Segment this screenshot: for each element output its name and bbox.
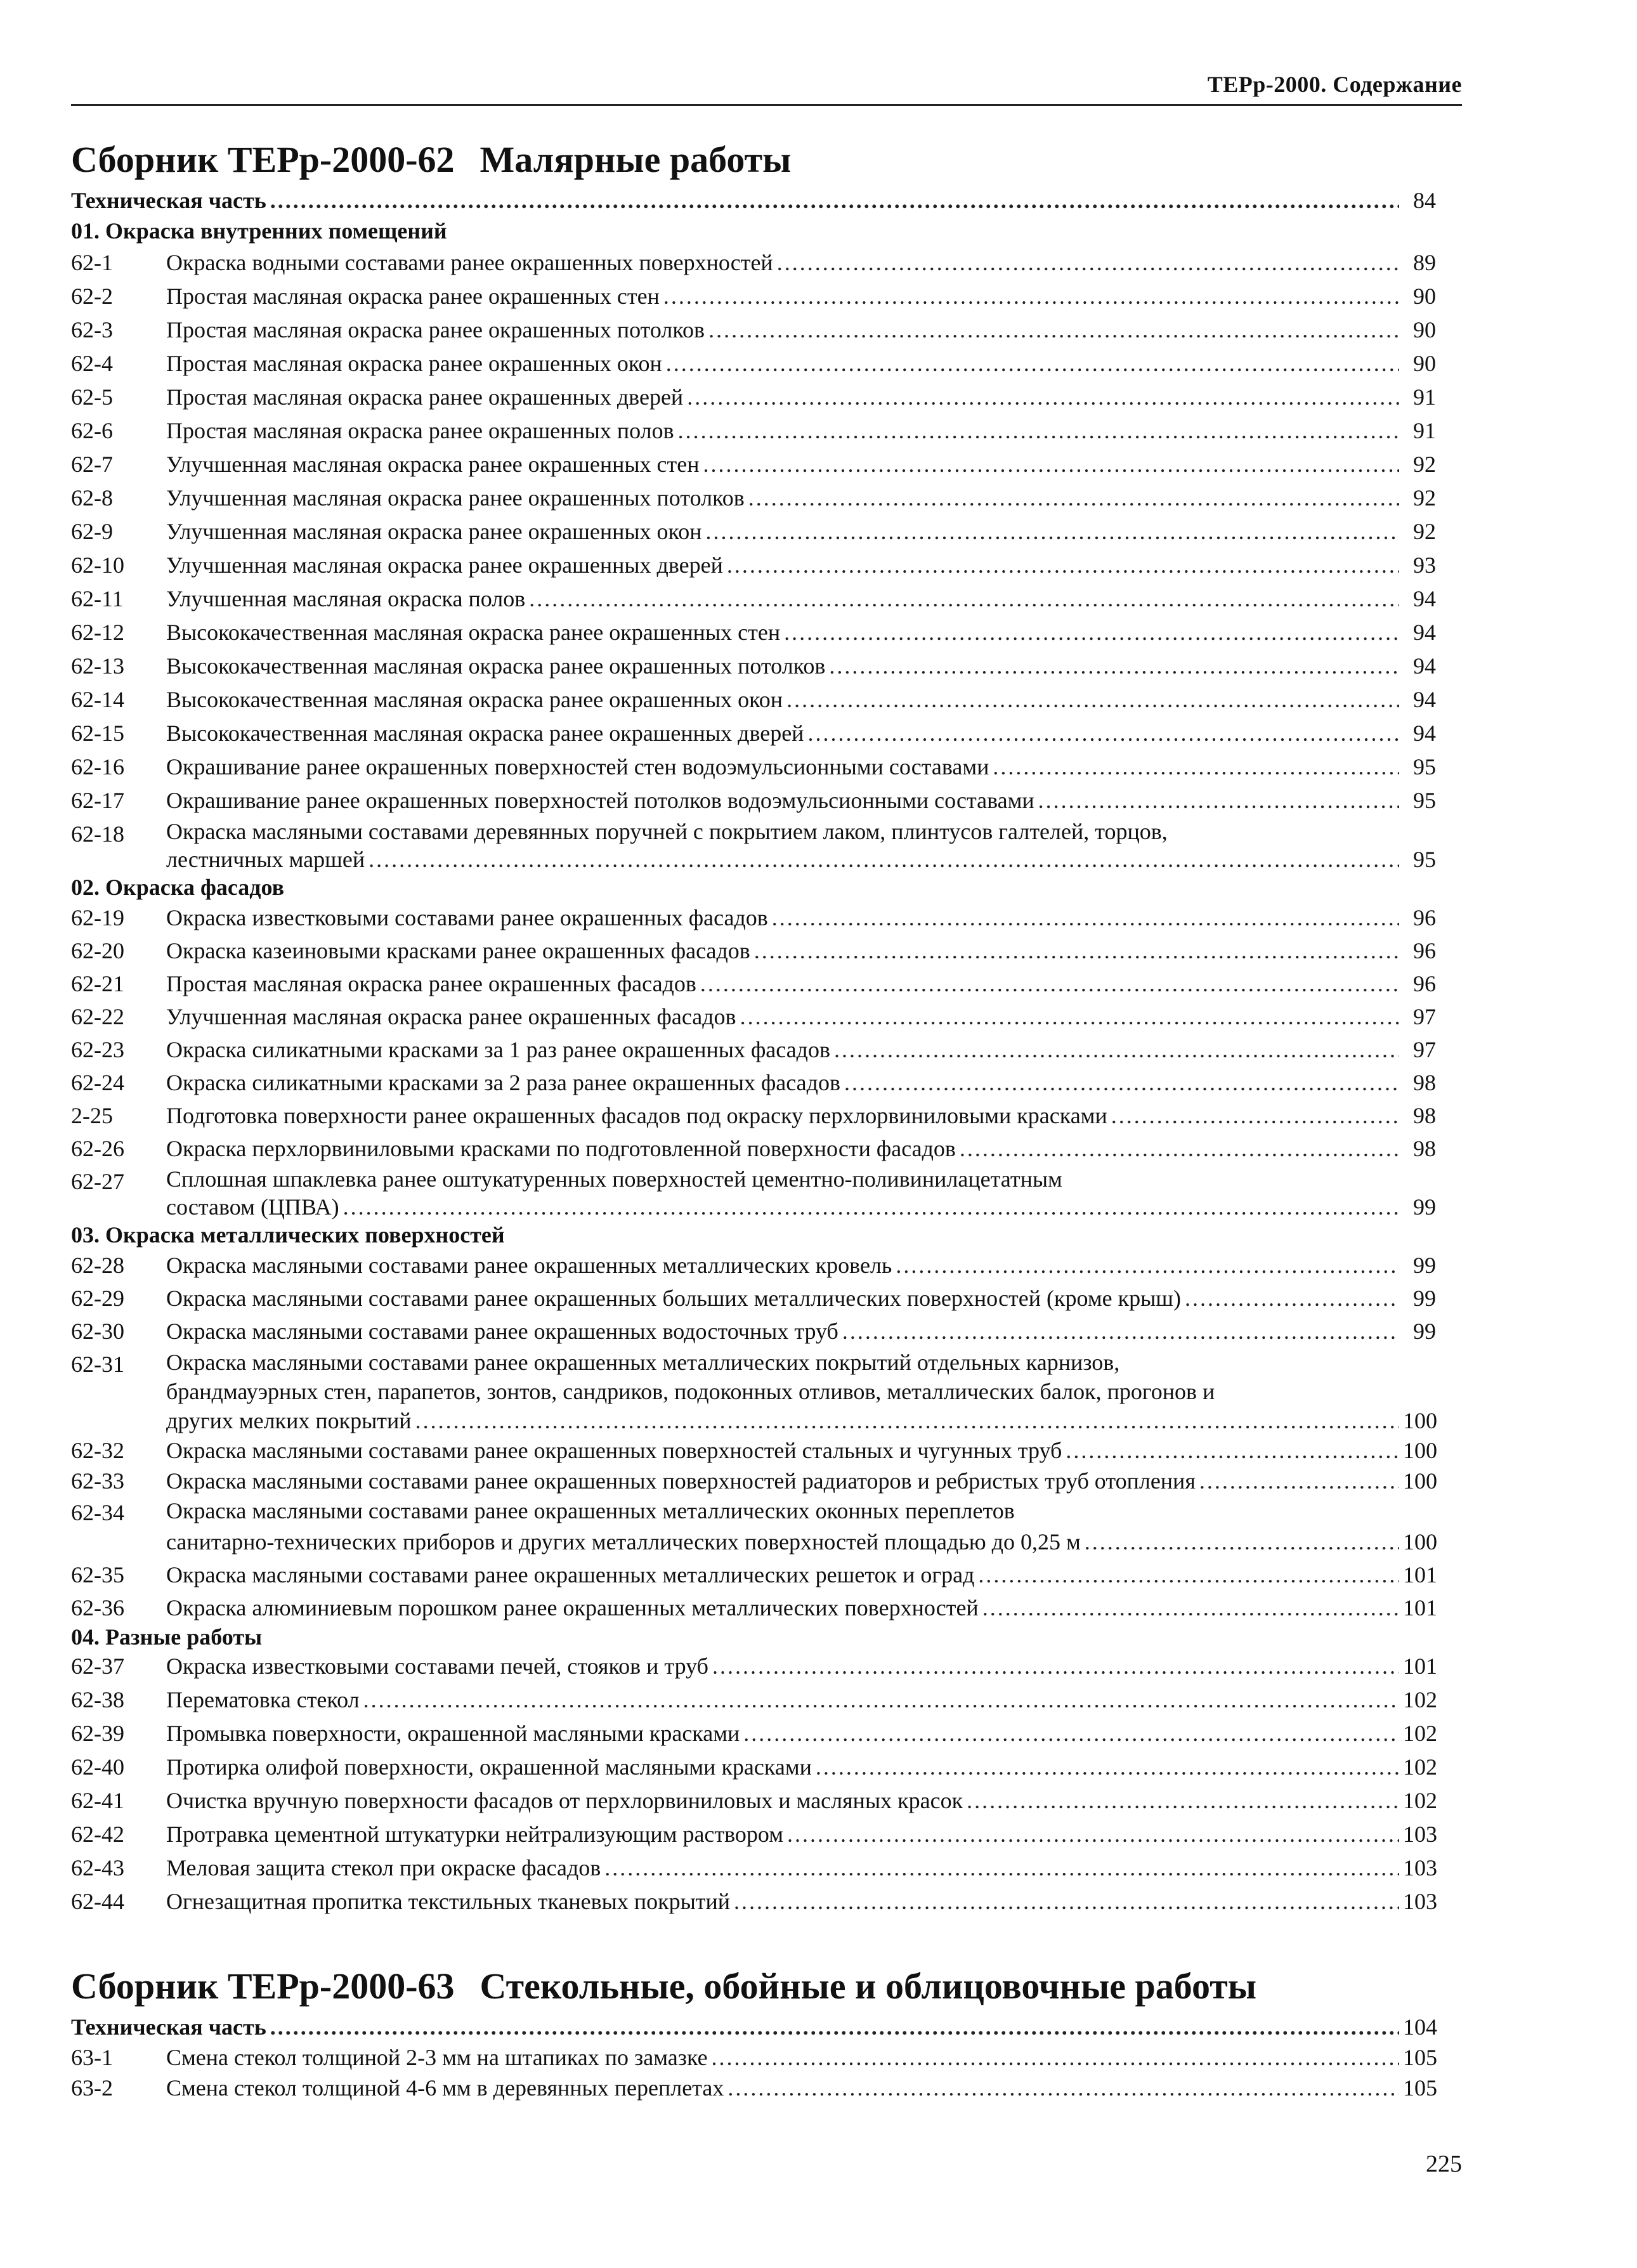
item-title: Окраска алюминиевым порошком ранее окрашенных металлических поверхностей (166, 1595, 979, 1620)
leader-dots (663, 280, 1399, 313)
leader-dots (754, 934, 1399, 967)
toc-row[interactable] (71, 1885, 1436, 1919)
item-title: Улучшенная масляная окраска ранее окрашенных потолков (166, 485, 745, 511)
item-title: Окраска известковыми составами ранее окрашенных фасадов (166, 905, 768, 930)
item-code: 62-23 (71, 1037, 124, 1062)
page-number: 101 (1403, 1653, 1437, 1679)
tech-label: Техническая часть (71, 2014, 266, 2040)
item-title: Высококачественная масляная окраска ранее окрашенных потолков (166, 653, 826, 679)
leader-dots (270, 185, 1399, 216)
item-title: Окраска силикатными красками за 2 раза ранее окрашенных фасадов (166, 1070, 840, 1095)
item-code: 62-30 (71, 1319, 124, 1344)
item-code: 63-2 (71, 2075, 113, 2101)
leader-dots (529, 582, 1399, 616)
item-title: Высококачественная масляная окраска ранее окрашенных стен (166, 620, 781, 645)
item-title-line: Окраска масляными составами деревянных поручней с покрытием лаком, плинтусов галтелей, торцов, (166, 819, 1168, 844)
item-code: 62-41 (71, 1788, 124, 1813)
leader-dots (712, 2042, 1399, 2073)
toc-row[interactable] (71, 414, 1436, 448)
page-number: 91 (1413, 384, 1436, 410)
item-code: 62-8 (71, 485, 113, 511)
item-title: Промывка поверхности, окрашенной масляными красками (166, 1721, 740, 1746)
page-number: 84 (1413, 188, 1436, 213)
item-title-line: брандмауэрных стен, парапетов, зонтов, сандриков, подоконных отливов, металлических балок, прогонов и (166, 1379, 1215, 1404)
leader-dots (748, 481, 1399, 515)
collection-title (71, 134, 1436, 185)
leader-dots (842, 1315, 1399, 1348)
leader-dots (1199, 1466, 1399, 1496)
toc-row[interactable] (71, 967, 1436, 1000)
item-title: Окрашивание ранее окрашенных поверхностей потолков водоэмульсионными составами (166, 788, 1034, 813)
page-number: 97 (1413, 1037, 1436, 1062)
toc-row[interactable] (71, 1315, 1436, 1348)
item-title: Улучшенная масляная окраска ранее окрашенных дверей (166, 552, 723, 578)
leader-dots (784, 616, 1399, 649)
item-code: 62-27 (71, 1169, 124, 1194)
toc-row[interactable] (71, 1099, 1436, 1132)
item-code: 62-18 (71, 821, 124, 847)
page-number: 102 (1403, 1687, 1437, 1712)
item-code: 62-6 (71, 418, 113, 443)
leader-dots (772, 901, 1399, 934)
item-code: 62-34 (71, 1500, 124, 1525)
item-title: Огнезащитная пропитка текстильных тканевых покрытий (166, 1889, 731, 1914)
toc-row[interactable] (71, 1132, 1436, 1165)
toc-row[interactable] (71, 549, 1436, 582)
page-number: 96 (1413, 905, 1436, 930)
toc-row[interactable] (71, 381, 1436, 414)
item-code: 62-35 (71, 1562, 124, 1587)
page-number: 94 (1413, 653, 1436, 679)
toc-row[interactable] (71, 1249, 1436, 1282)
page-number: 101 (1403, 1595, 1437, 1620)
page-number: 98 (1413, 1103, 1436, 1128)
page-number: 102 (1403, 1788, 1437, 1813)
leader-dots (993, 750, 1399, 784)
page-number: 105 (1403, 2045, 1437, 2070)
page-number: 100 (1403, 1468, 1437, 1494)
page-number: 102 (1403, 1721, 1437, 1746)
collection-62 (71, 134, 1436, 1919)
item-title: Простая масляная окраска ранее окрашенных стен (166, 284, 660, 309)
item-title: Улучшенная масляная окраска полов (166, 586, 526, 611)
leader-dots (1038, 784, 1399, 818)
leader-dots (978, 1558, 1399, 1591)
item-title: Простая масляная окраска ранее окрашенных дверей (166, 384, 684, 410)
page-number: 97 (1413, 1004, 1436, 1029)
item-code: 62-22 (71, 1004, 124, 1029)
collection-63 (71, 1961, 1436, 2103)
item-code: 62-12 (71, 620, 124, 645)
item-title: Окраска казеиновыми красками ранее окрашенных фасадов (166, 938, 750, 963)
group-heading: 03. Окраска металлических поверхностей (71, 1222, 505, 1248)
item-title: Простая масляная окраска ранее окрашенных окон (166, 351, 662, 376)
item-title-last: других мелких покрытий (166, 1408, 412, 1433)
page-number: 98 (1413, 1070, 1436, 1095)
page-number: 103 (1403, 1822, 1437, 1847)
leader-dots (834, 1033, 1399, 1066)
page-number: 96 (1413, 938, 1436, 963)
leader-dots (844, 1066, 1399, 1099)
item-code: 62-36 (71, 1595, 124, 1620)
page-number: 105 (1403, 2075, 1437, 2101)
item-title-last: лестничных маршей (166, 847, 365, 872)
item-title: Протравка цементной штукатурки нейтрализующим раствором (166, 1822, 783, 1847)
leader-dots (708, 313, 1399, 347)
item-code: 62-9 (71, 519, 113, 544)
toc-tech-row[interactable] (71, 2012, 1436, 2042)
item-code: 63-1 (71, 2045, 113, 2070)
item-code: 62-28 (71, 1253, 124, 1278)
item-code: 62-13 (71, 653, 124, 679)
item-title: Простая масляная окраска ранее окрашенных полов (166, 418, 674, 443)
leader-dots (270, 2012, 1399, 2042)
toc-row[interactable] (71, 1033, 1436, 1066)
leader-dots (1085, 1525, 1399, 1558)
item-code: 62-37 (71, 1653, 124, 1679)
page-number: 104 (1403, 2014, 1437, 2040)
page-number: 92 (1413, 485, 1436, 511)
toc-row[interactable] (71, 683, 1436, 717)
item-code: 62-15 (71, 720, 124, 746)
toc-row[interactable] (71, 582, 1436, 616)
item-title: Высококачественная масляная окраска ранее окрашенных дверей (166, 720, 804, 746)
toc-row-multiline[interactable] (71, 1165, 1436, 1221)
group-heading: 04. Разные работы (71, 1624, 263, 1650)
leader-dots (960, 1132, 1399, 1165)
toc-row[interactable] (71, 1066, 1436, 1099)
leader-dots (787, 1818, 1399, 1851)
item-code: 62-4 (71, 351, 113, 376)
item-title: Простая масляная окраска ранее окрашенных фасадов (166, 971, 696, 996)
leader-dots (727, 2073, 1399, 2103)
leader-dots (807, 717, 1399, 750)
item-code: 2-25 (71, 1103, 113, 1128)
page-number: 96 (1413, 971, 1436, 996)
item-code: 62-40 (71, 1754, 124, 1780)
group-heading: 01. Окраска внутренних помещений (71, 218, 447, 244)
item-title: Перематовка стекол (166, 1687, 360, 1712)
item-title: Улучшенная масляная окраска ранее окрашенных окон (166, 519, 702, 544)
leader-dots (700, 967, 1399, 1000)
page-number: 99 (1413, 1319, 1436, 1344)
running-header (71, 58, 1462, 106)
toc-row[interactable] (71, 313, 1436, 347)
item-code: 62-26 (71, 1136, 124, 1161)
toc-row[interactable] (71, 901, 1436, 934)
toc-row[interactable] (71, 1000, 1436, 1033)
toc-row-multiline[interactable] (71, 1348, 1436, 1435)
item-title: Окрашивание ранее окрашенных поверхностей стен водоэмульсионными составами (166, 754, 989, 779)
toc-row[interactable] (71, 1717, 1436, 1750)
toc-row[interactable] (71, 448, 1436, 481)
tech-label: Техническая часть (71, 188, 266, 213)
item-title: Окраска масляными составами ранее окрашенных поверхностей радиаторов и ребристых труб отопления (166, 1468, 1196, 1494)
page-number: 103 (1403, 1889, 1437, 1914)
toc-row[interactable] (71, 1591, 1436, 1624)
item-code: 62-16 (71, 754, 124, 779)
toc-row[interactable] (71, 1435, 1436, 1466)
leader-dots (415, 1406, 1399, 1435)
leader-dots (712, 1650, 1399, 1683)
page-number: 99 (1413, 1286, 1436, 1311)
toc-row[interactable] (71, 649, 1436, 683)
item-title: Окраска масляными составами ранее окрашенных металлических решеток и оград (166, 1562, 975, 1587)
item-code: 62-43 (71, 1855, 124, 1880)
item-code: 62-39 (71, 1721, 124, 1746)
item-title: Окраска масляными составами ранее окрашенных больших металлических поверхностей (кроме крыш) (166, 1286, 1181, 1311)
item-code: 62-19 (71, 905, 124, 930)
leader-dots (829, 649, 1399, 683)
item-code: 62-29 (71, 1286, 124, 1311)
page-number: 92 (1413, 519, 1436, 544)
item-title: Окраска перхлорвиниловыми красками по подготовленной поверхности фасадов (166, 1136, 956, 1161)
page-number: 100 (1403, 1408, 1437, 1433)
item-code: 62-11 (71, 586, 124, 611)
item-title-line: Окраска масляными составами ранее окрашенных металлических оконных переплетов (166, 1498, 1015, 1523)
page-number: 91 (1413, 418, 1436, 443)
page-number: 90 (1413, 317, 1436, 342)
toc-row[interactable] (71, 515, 1436, 549)
leader-dots (777, 246, 1399, 280)
item-title: Окраска масляными составами ранее окрашенных металлических кровель (166, 1253, 892, 1278)
item-code: 62-21 (71, 971, 124, 996)
item-title: Окраска масляными составами ранее окрашенных поверхностей стальных и чугунных труб (166, 1438, 1062, 1463)
toc-row[interactable] (71, 616, 1436, 649)
collection-title (71, 1961, 1436, 2012)
toc-row[interactable] (71, 1558, 1436, 1591)
item-title: Окраска водными составами ранее окрашенных поверхностей (166, 250, 773, 275)
header-title: ТЕРр-2000. Содержание (1207, 72, 1462, 97)
item-code: 62-20 (71, 938, 124, 963)
leader-dots (666, 347, 1399, 381)
item-title: Очистка вручную поверхности фасадов от перхлорвиниловых и масляных красок (166, 1788, 963, 1813)
leader-dots (687, 381, 1399, 414)
item-title: Смена стекол толщиной 4-6 мм в деревянных переплетах (166, 2075, 724, 2101)
page-number: 90 (1413, 284, 1436, 309)
toc-row[interactable] (71, 750, 1436, 784)
toc-row-multiline[interactable] (71, 818, 1436, 873)
leader-dots (816, 1750, 1399, 1784)
item-code: 62-14 (71, 687, 124, 712)
item-code: 62-42 (71, 1822, 124, 1847)
leader-dots (1066, 1435, 1399, 1466)
page-number: 95 (1413, 754, 1436, 779)
leader-dots (368, 845, 1399, 873)
item-code: 62-24 (71, 1070, 124, 1095)
item-title: Окраска силикатными красками за 1 раз ранее окрашенных фасадов (166, 1037, 830, 1062)
collection-id: Сборник ТЕРр-2000-62 (71, 139, 455, 180)
leader-dots (982, 1591, 1399, 1624)
item-title-last: санитарно-технических приборов и других металлических поверхностей площадью до 0,25 м (166, 1529, 1081, 1554)
toc-tech-row[interactable] (71, 185, 1436, 216)
toc-row[interactable] (71, 481, 1436, 515)
leader-dots (734, 1885, 1399, 1919)
leader-dots (967, 1784, 1399, 1818)
page-number: 92 (1413, 452, 1436, 477)
toc-row[interactable] (71, 1784, 1436, 1818)
leader-dots (1111, 1099, 1399, 1132)
item-title: Протирка олифой поверхности, окрашенной масляными красками (166, 1754, 812, 1780)
item-code: 62-32 (71, 1438, 124, 1463)
leader-dots (678, 414, 1399, 448)
item-code: 62-5 (71, 384, 113, 410)
leader-dots (727, 549, 1399, 582)
collection-name: Стекольные, обойные и облицовочные работы (479, 1965, 1257, 2007)
page-number: 90 (1413, 351, 1436, 376)
page-number: 100 (1403, 1438, 1437, 1463)
item-code: 62-7 (71, 452, 113, 477)
leader-dots (1185, 1282, 1399, 1315)
item-title: Окраска масляными составами ранее окрашенных водосточных труб (166, 1319, 838, 1344)
leader-dots (740, 1000, 1399, 1033)
leader-dots (703, 448, 1400, 481)
toc-row[interactable] (71, 784, 1436, 818)
toc-row[interactable] (71, 2073, 1436, 2103)
toc-row[interactable] (71, 246, 1436, 280)
toc-row[interactable] (71, 1750, 1436, 1784)
toc-row[interactable] (71, 1683, 1436, 1717)
toc-row[interactable] (71, 1818, 1436, 1851)
item-code: 62-3 (71, 317, 113, 342)
item-code: 62-44 (71, 1889, 124, 1914)
item-title: Улучшенная масляная окраска ранее окрашенных стен (166, 452, 700, 477)
toc-row[interactable] (71, 1851, 1436, 1885)
item-code: 62-38 (71, 1687, 124, 1712)
item-title: Улучшенная масляная окраска ранее окрашенных фасадов (166, 1004, 736, 1029)
toc-row[interactable] (71, 934, 1436, 967)
page-number: 102 (1403, 1754, 1437, 1780)
item-title-line: Сплошная шпаклевка ранее оштукатуренных поверхностей цементно-поливинилацетатным (166, 1166, 1062, 1192)
item-title: Высококачественная масляная окраска ранее окрашенных окон (166, 687, 783, 712)
page-number: 89 (1413, 250, 1436, 275)
toc-row[interactable] (71, 347, 1436, 381)
page-number: 103 (1403, 1855, 1437, 1880)
toc-row-multiline[interactable] (71, 1496, 1436, 1558)
item-code: 62-1 (71, 250, 113, 275)
item-code: 62-17 (71, 788, 124, 813)
toc-row[interactable] (71, 1466, 1436, 1496)
page-footer-number: 225 (1426, 2151, 1462, 2177)
toc-row[interactable] (71, 1282, 1436, 1315)
page-number: 93 (1413, 552, 1436, 578)
page-number: 98 (1413, 1136, 1436, 1161)
leader-dots (786, 683, 1399, 717)
page-number: 94 (1413, 687, 1436, 712)
collection-name: Малярные работы (479, 139, 792, 180)
page-number: 101 (1403, 1562, 1437, 1587)
leader-dots (343, 1193, 1399, 1221)
item-code: 62-10 (71, 552, 124, 578)
page-number: 99 (1413, 1253, 1436, 1278)
group-heading: 02. Окраска фасадов (71, 875, 285, 900)
item-title: Простая масляная окраска ранее окрашенных потолков (166, 317, 705, 342)
collection-id: Сборник ТЕРр-2000-63 (71, 1965, 455, 2007)
item-title: Подготовка поверхности ранее окрашенных фасадов под окраску перхлорвиниловыми красками (166, 1103, 1107, 1128)
leader-dots (604, 1851, 1399, 1885)
leader-dots (363, 1683, 1399, 1717)
page-number: 100 (1403, 1529, 1437, 1554)
item-title: Смена стекол толщиной 2-3 мм на штапиках по замазке (166, 2045, 708, 2070)
page-number: 94 (1413, 720, 1436, 746)
leader-dots (705, 515, 1399, 549)
leader-dots (743, 1717, 1399, 1750)
page-number: 99 (1413, 1194, 1436, 1220)
page-number: 94 (1413, 620, 1436, 645)
toc-row[interactable] (71, 280, 1436, 313)
item-title-line: Окраска масляными составами ранее окрашенных металлических покрытий отдельных карнизов, (166, 1350, 1120, 1375)
item-title: Окраска известковыми составами печей, стояков и труб (166, 1653, 708, 1679)
leader-dots (896, 1249, 1399, 1282)
item-title: Меловая защита стекол при окраске фасадов (166, 1855, 601, 1880)
item-code: 62-31 (71, 1352, 124, 1377)
page-number: 95 (1413, 847, 1436, 872)
item-code: 62-33 (71, 1468, 124, 1494)
page-number: 95 (1413, 788, 1436, 813)
toc-row[interactable] (71, 1650, 1436, 1683)
toc-row[interactable] (71, 2042, 1436, 2073)
item-code: 62-2 (71, 284, 113, 309)
item-title-last: составом (ЦПВА) (166, 1194, 339, 1220)
toc-row[interactable] (71, 717, 1436, 750)
page-number: 94 (1413, 586, 1436, 611)
